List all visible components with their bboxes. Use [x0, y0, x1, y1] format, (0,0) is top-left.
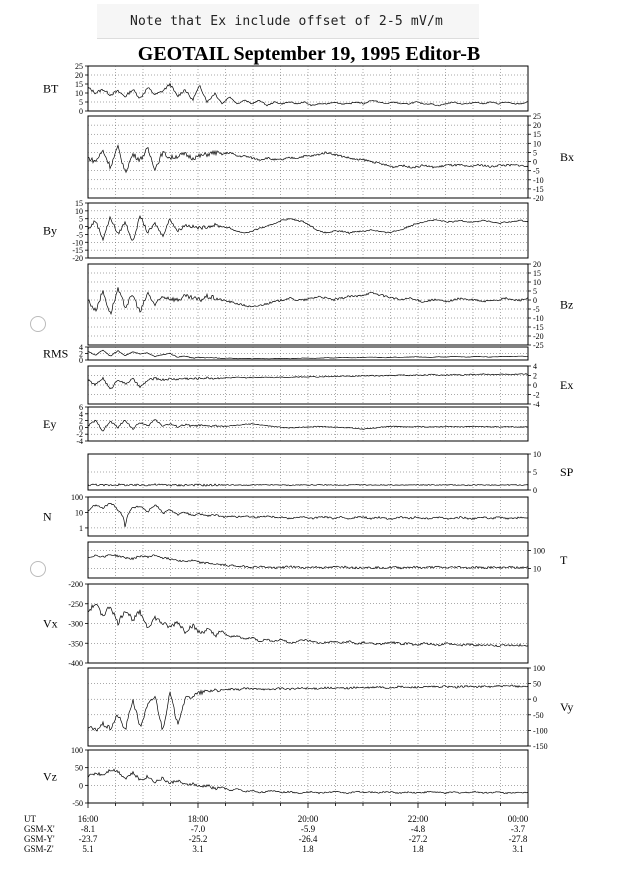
y-tick-label: 0 — [533, 486, 537, 495]
x-axis-row-label: GSM-Y' — [24, 834, 55, 844]
y-tick-label: 100 — [533, 546, 545, 556]
y-tick-label: 0 — [533, 296, 537, 305]
y-tick-label: -20 — [533, 194, 544, 203]
panel-n — [85, 497, 528, 536]
y-tick-label: 4 — [79, 409, 83, 419]
gsm-coordinate: -7.0 — [190, 824, 206, 834]
y-tick-label: -4 — [533, 400, 540, 409]
panel-label: Bx — [560, 150, 575, 164]
y-tick-label: -5 — [533, 305, 540, 314]
y-tick-label: 5 — [79, 98, 83, 107]
y-tick-label: 25 — [75, 62, 83, 71]
y-tick-label: -10 — [72, 238, 83, 248]
y-tick-label: -50 — [533, 710, 544, 720]
y-tick-label: -2 — [76, 430, 83, 440]
x-tick-label: 22:00 — [407, 814, 429, 824]
y-tick-label: -150 — [533, 742, 548, 751]
panel-vy — [88, 668, 531, 746]
gsm-coordinate: 3.1 — [512, 844, 524, 854]
panel-t — [88, 542, 531, 578]
panel-label: RMS — [43, 346, 69, 361]
y-tick-label: 2 — [79, 349, 83, 359]
y-tick-label: 20 — [75, 71, 83, 80]
gsm-coordinate: -27.8 — [508, 834, 528, 844]
panel-bx — [88, 116, 531, 198]
y-tick-label: 1 — [79, 523, 83, 533]
panel-label: Ey — [43, 417, 57, 431]
y-tick-label: 100 — [71, 493, 83, 502]
y-tick-label: -20 — [533, 332, 544, 341]
y-tick-label: 20 — [533, 121, 541, 131]
y-tick-label: 15 — [533, 130, 541, 140]
panel-ex — [88, 366, 531, 404]
y-tick-label: 10 — [533, 564, 541, 574]
y-tick-label: -15 — [533, 184, 544, 194]
x-tick-label: 00:00 — [507, 814, 529, 824]
y-tick-label: -20 — [72, 254, 83, 263]
y-tick-label: 15 — [75, 80, 83, 89]
y-tick-label: 25 — [533, 112, 541, 121]
x-axis-row-label: GSM-X' — [24, 824, 55, 834]
y-tick-label: -15 — [533, 323, 544, 332]
y-tick-label: 0 — [79, 356, 83, 365]
y-tick-label: 6 — [79, 403, 83, 412]
panel-label: N — [43, 509, 52, 524]
gsm-coordinate: -26.4 — [298, 834, 318, 844]
y-tick-label: 15 — [533, 269, 541, 278]
y-tick-label: -400 — [68, 659, 83, 668]
y-tick-label: -5 — [76, 230, 83, 240]
gsm-coordinate: 1.8 — [302, 844, 314, 854]
panel-bz — [88, 264, 531, 345]
gsm-coordinate: -23.7 — [78, 834, 98, 844]
y-tick-label: 0 — [533, 381, 537, 390]
y-tick-label: 10 — [533, 139, 541, 149]
gsm-coordinate: 1.8 — [412, 844, 424, 854]
y-tick-label: 100 — [71, 746, 83, 755]
y-tick-label: 2 — [79, 416, 83, 426]
y-tick-label: 5 — [533, 148, 537, 158]
y-tick-label: -200 — [68, 580, 83, 589]
panel-label: Vx — [43, 616, 58, 631]
y-tick-label: 50 — [533, 679, 541, 689]
y-tick-label: -15 — [72, 246, 83, 256]
panel-label: By — [43, 223, 58, 238]
panel-vx — [85, 584, 528, 663]
y-tick-label: -350 — [68, 639, 83, 649]
y-tick-label: -2 — [533, 390, 540, 400]
y-tick-label: 15 — [75, 199, 83, 208]
y-tick-label: 100 — [533, 664, 545, 673]
gsm-coordinate: -25.2 — [188, 834, 208, 844]
panel-label: Bz — [560, 297, 574, 312]
y-tick-label: 0 — [79, 222, 83, 232]
gsm-coordinate: -8.1 — [80, 824, 96, 834]
panel-ey — [85, 407, 528, 441]
gsm-coordinate: -5.9 — [300, 824, 316, 834]
y-tick-label: -10 — [533, 314, 544, 323]
y-tick-label: 10 — [75, 508, 83, 518]
gsm-coordinate: -3.7 — [510, 824, 526, 834]
panel-vz — [85, 750, 528, 803]
panel-rms — [85, 347, 528, 360]
y-tick-label: -250 — [68, 599, 83, 609]
gsm-coordinate: 5.1 — [82, 844, 94, 854]
y-tick-label: 20 — [533, 260, 541, 269]
y-tick-label: 2 — [533, 371, 537, 381]
x-axis-row-label: UT — [24, 814, 36, 824]
y-tick-label: 10 — [75, 89, 83, 98]
x-tick-label: 18:00 — [187, 814, 209, 824]
panel-by — [85, 203, 528, 258]
panel-label: Vz — [43, 769, 57, 784]
y-tick-label: 0 — [533, 695, 537, 705]
y-tick-label: 5 — [533, 468, 537, 477]
y-tick-label: 5 — [79, 214, 83, 224]
x-axis-row-label: GSM-Z' — [24, 844, 54, 854]
y-tick-label: -5 — [533, 166, 540, 176]
y-tick-label: -10 — [533, 175, 544, 185]
y-tick-label: -4 — [76, 437, 83, 446]
y-tick-label: 4 — [79, 343, 83, 352]
chart-title: GEOTAIL September 19, 1995 Editor-B — [137, 43, 481, 65]
y-tick-label: 4 — [533, 362, 537, 371]
y-tick-label: 5 — [533, 287, 537, 296]
x-tick-label: 20:00 — [297, 814, 319, 824]
y-tick-label: 0 — [79, 781, 83, 791]
gsm-coordinate: 3.1 — [192, 844, 204, 854]
y-tick-label: 0 — [79, 423, 83, 433]
x-tick-label: 16:00 — [77, 814, 99, 824]
panel-sp — [88, 454, 531, 490]
y-tick-label: -300 — [68, 619, 83, 629]
panel-frame — [88, 407, 528, 441]
panel-label: Vy — [560, 700, 574, 714]
panel-label: T — [560, 553, 568, 567]
y-tick-label: 0 — [533, 157, 537, 167]
gsm-coordinate: -27.2 — [408, 834, 428, 844]
y-tick-label: 10 — [533, 278, 541, 287]
y-tick-label: 10 — [75, 206, 83, 216]
y-tick-label: 50 — [75, 763, 83, 773]
panel-label: SP — [560, 465, 574, 479]
y-tick-label: -50 — [72, 799, 83, 808]
gsm-coordinate: -4.8 — [410, 824, 426, 834]
panel-bt — [85, 66, 528, 111]
y-tick-label: -100 — [533, 726, 548, 736]
panel-label: Ex — [560, 378, 574, 392]
y-tick-label: -25 — [533, 341, 544, 350]
y-tick-label: 0 — [79, 107, 83, 116]
y-tick-label: 10 — [533, 450, 541, 459]
panel-label: BT — [43, 81, 59, 96]
offset-note: Note that Ex include offset of 2-5 mV/m — [130, 14, 444, 29]
